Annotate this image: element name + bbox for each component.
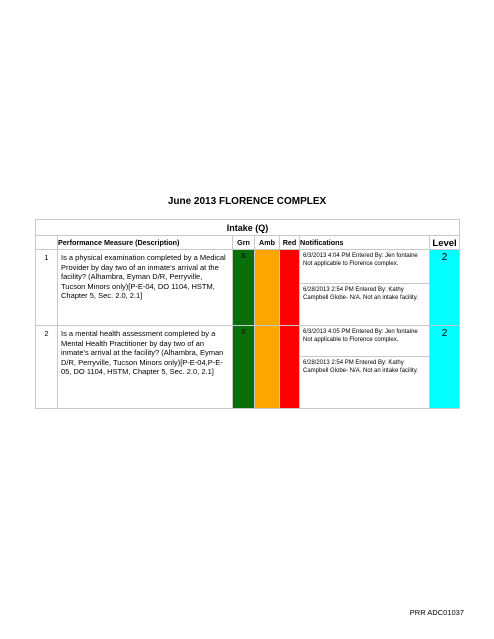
measure-header: Performance Measure (Description) bbox=[58, 236, 233, 250]
level-header: Level bbox=[430, 236, 460, 250]
measure-description: Is a physical examination completed by a Medical Provider by day two of an inmate's arrival at the facility? (Alhambra, Eyman D/R, Perryville, Tucson Minors only)[P-E-04, DO 1104, HSTM, Chapter 5, Sec. 2.0, 2.1] bbox=[58, 250, 233, 326]
table-row bbox=[36, 250, 460, 326]
red-cell bbox=[280, 326, 300, 409]
intake-table bbox=[35, 219, 460, 409]
grn-cell bbox=[233, 326, 255, 409]
notifications-cell bbox=[300, 250, 430, 326]
notification-entry: 6/3/2013 4:05 PM Entered By: Jen fontaine Not applicable to Florence complex. bbox=[303, 329, 418, 343]
amb-cell bbox=[255, 250, 280, 326]
column-header-row bbox=[36, 236, 460, 250]
num-header bbox=[36, 236, 58, 250]
section-title: Intake (Q) bbox=[36, 220, 460, 236]
notification-entry: 6/28/2013 2:54 PM Entered By: Kathy Campbell Globe- N/A. Not an intake facility. bbox=[300, 283, 429, 304]
grn-mark: X bbox=[240, 251, 246, 260]
amb-cell bbox=[255, 326, 280, 409]
amb-header: Amb bbox=[255, 236, 280, 250]
row-number: 2 bbox=[36, 326, 58, 409]
level-cell: 2 bbox=[430, 326, 460, 409]
red-cell bbox=[280, 250, 300, 326]
table-row bbox=[36, 326, 460, 409]
notification-entry: 6/28/2013 2:54 PM Entered By: Kathy Campbell Globe- N/A. Not an intake facility. bbox=[300, 356, 429, 377]
grn-header: Grn bbox=[233, 236, 255, 250]
page-title: June 2013 FLORENCE COMPLEX bbox=[167, 196, 327, 207]
row-number: 1 bbox=[36, 250, 58, 326]
notifications-cell bbox=[300, 326, 430, 409]
notifications-header: Notifications bbox=[300, 236, 430, 250]
grn-mark: X bbox=[240, 327, 246, 336]
level-cell: 2 bbox=[430, 250, 460, 326]
grn-cell bbox=[233, 250, 255, 326]
section-header-row bbox=[36, 220, 460, 236]
document-id-footer: PRR ADC01037 bbox=[409, 608, 464, 617]
red-header: Red bbox=[280, 236, 300, 250]
measure-description: Is a mental health assessment completed by a Mental Health Practitioner by day two of an inmate's arrival at the facility? (Alhambra, Eyman D/R, Perryville, Tucson Minors only)[P-E-04,P-E-05, DO 1104, HSTM, Chapter 5, Sec. 2.0, 2.1] bbox=[58, 326, 233, 409]
notification-entry: 6/3/2013 4:04 PM Entered By: Jen fontaine Not applicable to Florence complex. bbox=[303, 253, 418, 267]
